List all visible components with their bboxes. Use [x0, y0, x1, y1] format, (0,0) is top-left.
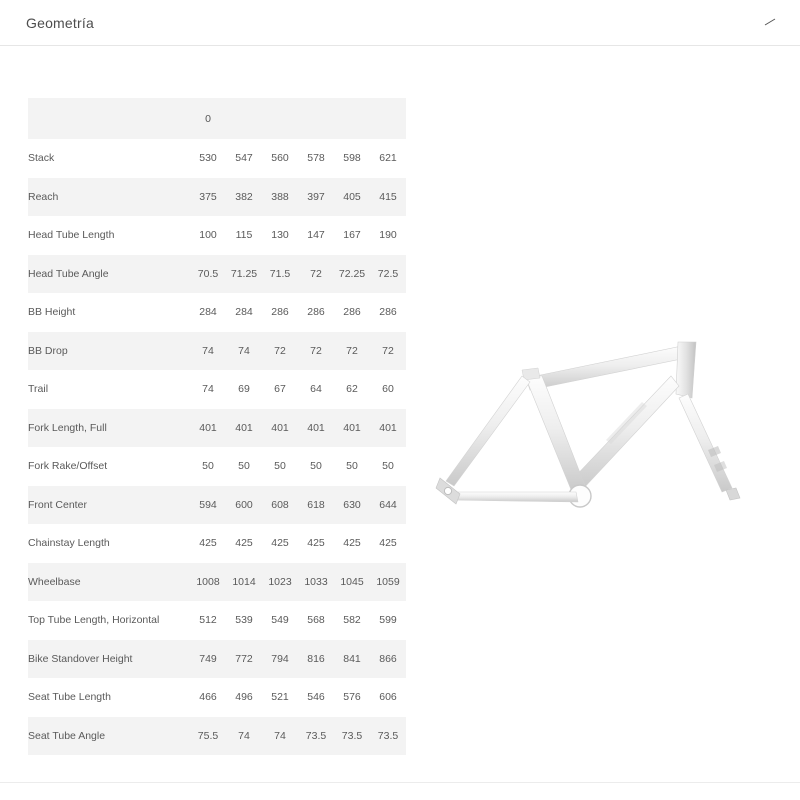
row-value: 73.5 [298, 717, 334, 756]
row-value: 600 [226, 486, 262, 525]
row-value: 608 [262, 486, 298, 525]
row-value: 284 [199, 306, 217, 319]
row-value: 130 [271, 229, 289, 242]
row-label: Seat Tube Length [28, 691, 111, 704]
row-value: 73.5 [370, 717, 406, 756]
row-value: 568 [307, 614, 325, 627]
row-value: 50 [310, 460, 322, 473]
row-value: 190 [379, 229, 397, 242]
row-value: 749 [190, 640, 226, 679]
row-value: 841 [334, 640, 370, 679]
table-header-size [334, 98, 370, 139]
row-value: 546 [307, 691, 325, 704]
row-value: 512 [199, 614, 217, 627]
table-row [28, 678, 406, 717]
row-value: 530 [199, 152, 217, 165]
table-row [28, 524, 406, 563]
row-label: Front Center [28, 486, 190, 525]
row-value: 167 [343, 229, 361, 242]
row-value: 401 [298, 409, 334, 448]
row-value: 772 [226, 640, 262, 679]
row-value: 401 [262, 409, 298, 448]
row-label: Top Tube Length, Horizontal [28, 614, 160, 627]
row-value: 60 [382, 383, 394, 396]
row-value: 401 [226, 409, 262, 448]
row-value: 50 [238, 460, 250, 473]
table-header-size: 0 [190, 98, 226, 139]
row-value: 425 [307, 537, 325, 550]
row-label: BB Height [28, 306, 76, 319]
row-value: 425 [271, 537, 289, 550]
row-label: Trail [28, 383, 49, 396]
row-value: 397 [298, 178, 334, 217]
row-value: 69 [238, 383, 250, 396]
row-label: Chainstay Length [28, 537, 110, 550]
table-row [28, 216, 406, 255]
row-value: 405 [334, 178, 370, 217]
row-value: 71.25 [226, 255, 262, 294]
row-label: Stack [28, 152, 55, 165]
row-value: 64 [310, 383, 322, 396]
section-header [0, 0, 800, 46]
row-value: 74 [202, 383, 214, 396]
row-value: 1008 [190, 563, 226, 602]
row-value: 72.25 [334, 255, 370, 294]
row-value: 644 [370, 486, 406, 525]
row-label: Fork Rake/Offset [28, 460, 108, 473]
row-value: 496 [235, 691, 253, 704]
row-value: 382 [226, 178, 262, 217]
row-value: 425 [379, 537, 397, 550]
row-value: 576 [343, 691, 361, 704]
row-value: 1045 [334, 563, 370, 602]
row-value: 74 [226, 717, 262, 756]
row-value: 630 [334, 486, 370, 525]
row-value: 578 [307, 152, 325, 165]
row-value: 50 [274, 460, 286, 473]
row-value: 425 [199, 537, 217, 550]
row-value: 866 [370, 640, 406, 679]
table-row [28, 139, 406, 178]
row-value: 425 [235, 537, 253, 550]
row-value: 286 [379, 306, 397, 319]
row-value: 375 [190, 178, 226, 217]
row-value: 72 [370, 332, 406, 371]
table-row [28, 255, 406, 294]
row-value: 466 [199, 691, 217, 704]
row-value: 415 [370, 178, 406, 217]
table-row [28, 332, 406, 371]
row-value: 286 [307, 306, 325, 319]
row-value: 74 [262, 717, 298, 756]
table-row [28, 486, 406, 525]
row-value: 284 [235, 306, 253, 319]
row-value: 73.5 [334, 717, 370, 756]
row-value: 50 [382, 460, 394, 473]
row-value: 539 [235, 614, 253, 627]
row-value: 74 [190, 332, 226, 371]
row-value: 50 [346, 460, 358, 473]
table-header-size [226, 98, 262, 139]
row-value: 115 [235, 229, 253, 242]
row-label: Seat Tube Angle [28, 717, 190, 756]
row-value: 582 [343, 614, 361, 627]
row-value: 598 [343, 152, 361, 165]
table-row [28, 640, 406, 679]
row-value: 401 [334, 409, 370, 448]
row-value: 1014 [226, 563, 262, 602]
row-value: 1023 [262, 563, 298, 602]
row-value: 71.5 [262, 255, 298, 294]
row-label: Reach [28, 178, 190, 217]
row-value: 72 [298, 255, 334, 294]
row-label: Fork Length, Full [28, 409, 190, 448]
table-header-corner [28, 98, 190, 139]
row-value: 401 [190, 409, 226, 448]
row-value: 606 [379, 691, 397, 704]
table-row [28, 601, 406, 640]
row-value: 560 [271, 152, 289, 165]
table-row [28, 370, 406, 409]
row-value: 286 [343, 306, 361, 319]
page-title: Geometría [26, 15, 94, 31]
table-header-row [28, 98, 406, 139]
table-header-size [262, 98, 298, 139]
row-value: 521 [271, 691, 289, 704]
row-value: 1059 [370, 563, 406, 602]
row-value: 147 [307, 229, 325, 242]
row-value: 1033 [298, 563, 334, 602]
row-label: Head Tube Angle [28, 255, 190, 294]
row-value: 72 [262, 332, 298, 371]
table-row [28, 409, 406, 448]
row-value: 62 [346, 383, 358, 396]
geometry-table [28, 98, 406, 755]
row-value: 72 [298, 332, 334, 371]
row-value: 794 [262, 640, 298, 679]
table-header-size [370, 98, 406, 139]
row-value: 618 [298, 486, 334, 525]
table-row [28, 717, 406, 756]
row-label: Bike Standover Height [28, 640, 190, 679]
table-row [28, 563, 406, 602]
chevron-collapse-icon[interactable] [762, 14, 778, 30]
row-value: 425 [343, 537, 361, 550]
bottom-divider [0, 782, 800, 783]
row-value: 72 [334, 332, 370, 371]
bicycle-frame-image [430, 320, 770, 540]
row-label: Head Tube Length [28, 229, 115, 242]
row-value: 286 [271, 306, 289, 319]
row-label: Wheelbase [28, 563, 190, 602]
row-value: 50 [202, 460, 214, 473]
row-value: 100 [199, 229, 217, 242]
row-value: 75.5 [190, 717, 226, 756]
row-label: BB Drop [28, 332, 190, 371]
row-value: 549 [271, 614, 289, 627]
table-header-size [298, 98, 334, 139]
row-value: 816 [298, 640, 334, 679]
row-value: 401 [370, 409, 406, 448]
geometry-table-wrap [28, 98, 406, 755]
table-row [28, 293, 406, 332]
row-value: 70.5 [190, 255, 226, 294]
table-row [28, 178, 406, 217]
row-value: 67 [274, 383, 286, 396]
table-row [28, 447, 406, 486]
row-value: 594 [190, 486, 226, 525]
row-value: 621 [379, 152, 397, 165]
row-value: 599 [379, 614, 397, 627]
row-value: 72.5 [370, 255, 406, 294]
row-value: 388 [262, 178, 298, 217]
row-value: 547 [235, 152, 253, 165]
row-value: 74 [226, 332, 262, 371]
